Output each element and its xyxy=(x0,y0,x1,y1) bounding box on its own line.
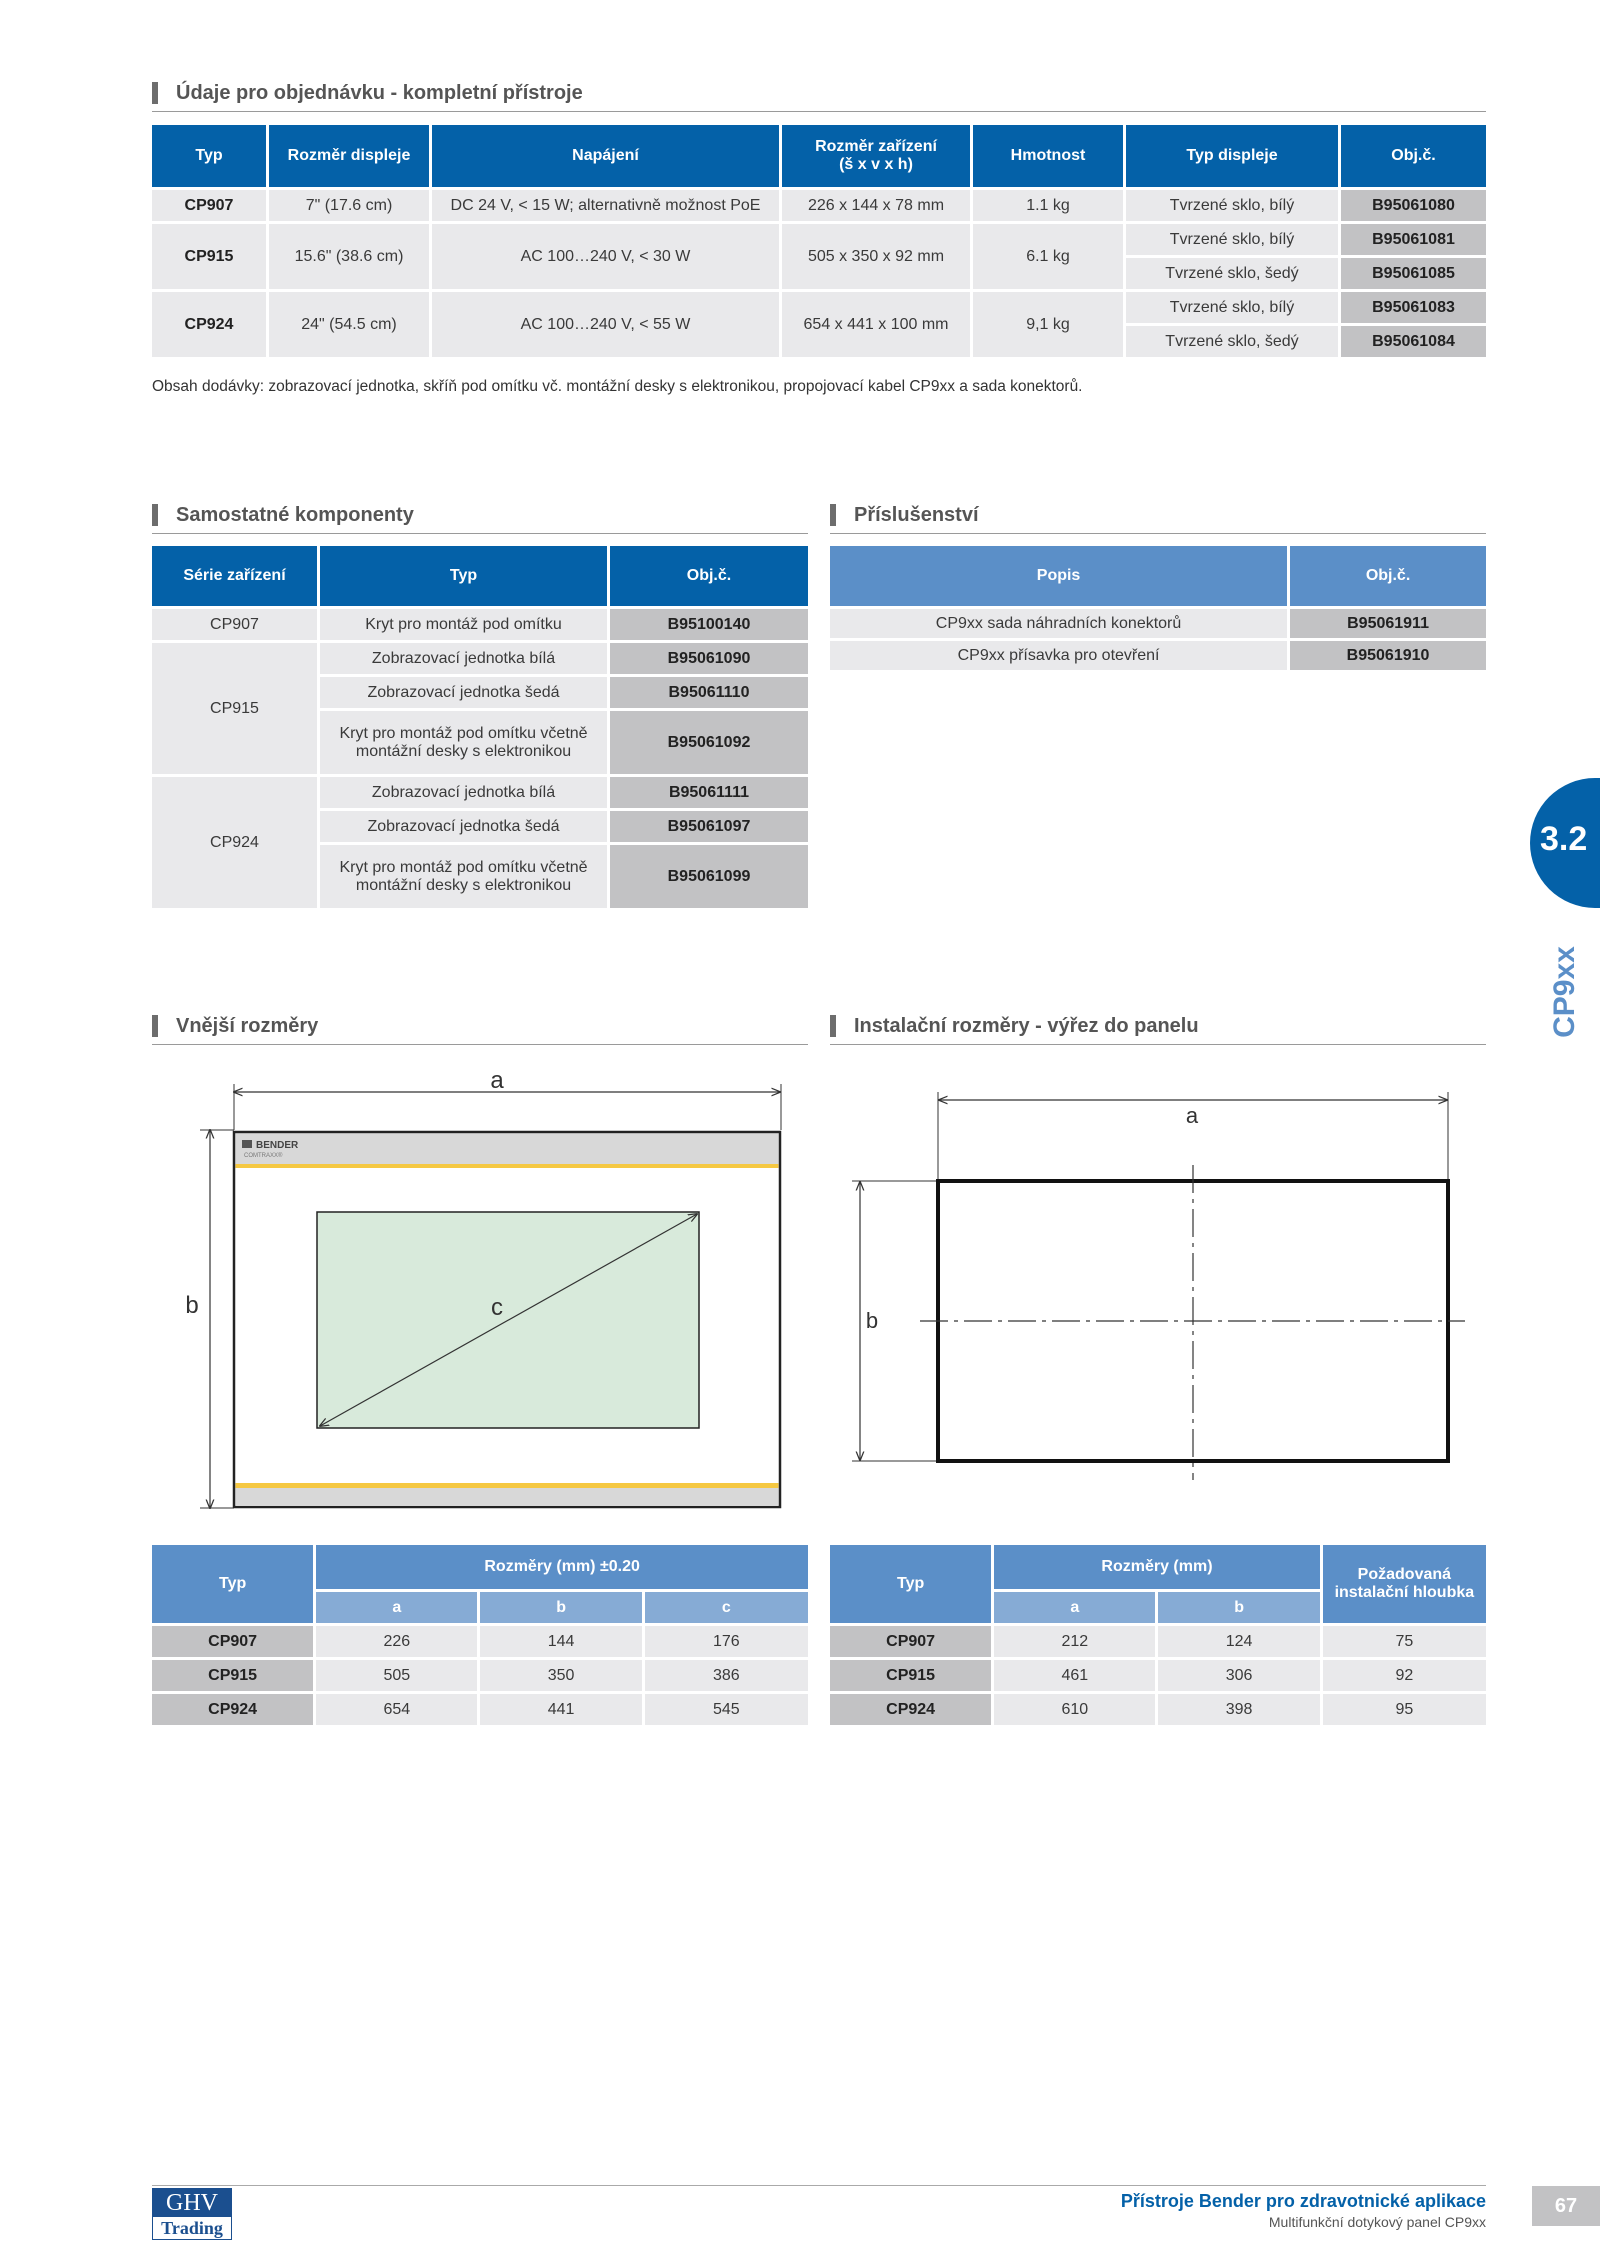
order-power: DC 24 V, < 15 W; alternativně možnost PoE xyxy=(432,190,779,221)
device-top-band xyxy=(236,1134,779,1166)
section-components-header xyxy=(152,500,808,534)
order-display: 15.6" (38.6 cm) xyxy=(269,224,429,289)
install-header-depth-line1: Požadovaná xyxy=(1357,1566,1452,1583)
install-b: 398 xyxy=(1158,1694,1319,1725)
components-type xyxy=(320,711,607,774)
install-typ: CP924 xyxy=(830,1694,991,1725)
table-row xyxy=(152,292,1486,323)
install-depth: 95 xyxy=(1323,1694,1486,1725)
dim-label-b: b xyxy=(185,1292,199,1319)
components-series: CP924 xyxy=(152,777,317,908)
order-display-type: Tvrzené sklo, šedý xyxy=(1126,326,1338,357)
components-order: B95061090 xyxy=(610,643,808,674)
components-series: CP915 xyxy=(152,643,317,774)
components-header-order: Obj.č. xyxy=(610,546,808,606)
install-typ: CP915 xyxy=(830,1660,991,1691)
table-row xyxy=(152,777,808,808)
dim-label-b: b xyxy=(865,1308,879,1333)
section-marker xyxy=(152,1015,158,1037)
section-install-header xyxy=(830,1011,1486,1045)
order-display-type: Tvrzené sklo, šedý xyxy=(1126,258,1338,289)
outer-c: 386 xyxy=(645,1660,808,1691)
order-typ: CP907 xyxy=(152,190,266,221)
order-header-order-no: Obj.č. xyxy=(1341,125,1486,187)
order-header-size xyxy=(782,125,970,187)
outer-typ: CP924 xyxy=(152,1694,313,1725)
order-power: AC 100…240 V, < 30 W xyxy=(432,224,779,289)
components-type xyxy=(320,845,607,908)
logo-bottom-text: Trading xyxy=(161,2218,223,2238)
components-order: B95061097 xyxy=(610,811,808,842)
components-type-line1: Kryt pro montáž pod omítku včetně xyxy=(339,858,588,876)
components-type-line2: montážní desky s elektronikou xyxy=(355,876,572,894)
order-number: B95061081 xyxy=(1341,224,1486,255)
outer-dimensions-table xyxy=(149,1542,811,1728)
order-display-type: Tvrzené sklo, bílý xyxy=(1126,224,1338,255)
order-weight: 6.1 kg xyxy=(973,224,1123,289)
outer-typ: CP915 xyxy=(152,1660,313,1691)
components-series: CP907 xyxy=(152,609,317,640)
install-header-typ: Typ xyxy=(830,1545,991,1623)
section-marker xyxy=(152,504,158,526)
table-row xyxy=(152,190,1486,221)
outer-typ: CP907 xyxy=(152,1626,313,1657)
section-outer-title: Vnější rozměry xyxy=(176,1015,319,1037)
components-type: Zobrazovací jednotka šedá xyxy=(320,677,607,708)
order-header-power: Napájení xyxy=(432,125,779,187)
components-type: Zobrazovací jednotka bílá xyxy=(320,777,607,808)
outer-b: 350 xyxy=(480,1660,641,1691)
order-display: 24" (54.5 cm) xyxy=(269,292,429,357)
install-typ: CP907 xyxy=(830,1626,991,1657)
table-row xyxy=(152,643,808,674)
install-depth: 92 xyxy=(1323,1660,1486,1691)
section-order-header xyxy=(152,78,1486,112)
order-header-size-line2: (š x v x h) xyxy=(839,156,913,173)
section-marker xyxy=(830,504,836,526)
footer-subtitle: Multifunkční dotykový panel CP9xx xyxy=(1268,2214,1486,2230)
section-accessories-header xyxy=(830,500,1486,534)
accessories-order: B95061910 xyxy=(1290,641,1486,670)
order-header-typ: Typ xyxy=(152,125,266,187)
table-row xyxy=(152,1694,808,1725)
chapter-label: CP9xx xyxy=(1548,946,1581,1038)
components-header-series: Série zařízení xyxy=(152,546,317,606)
install-header-dims: Rozměry (mm) xyxy=(994,1545,1319,1589)
chapter-number: 3.2 xyxy=(1540,820,1588,858)
outer-header-a: a xyxy=(316,1592,477,1623)
brand-subtitle: COMTRAXX® xyxy=(244,1153,283,1159)
order-display-type: Tvrzené sklo, bílý xyxy=(1126,292,1338,323)
footer-divider xyxy=(152,2185,1486,2186)
delivery-note: Obsah dodávky: zobrazovací jednotka, skříň pod omítku vč. montážní desky s elektronikou, propojovací kabel CP9xx a sada konektorů. xyxy=(152,378,1083,395)
order-header-display: Rozměr displeje xyxy=(269,125,429,187)
section-marker xyxy=(830,1015,836,1037)
order-typ: CP915 xyxy=(152,224,266,289)
bender-logo-icon xyxy=(242,1140,252,1148)
accessories-header-order: Obj.č. xyxy=(1290,546,1486,606)
table-row xyxy=(152,1626,808,1657)
footer-title: Přístroje Bender pro zdravotnické aplikace xyxy=(1120,2191,1486,2211)
components-type: Zobrazovací jednotka šedá xyxy=(320,811,607,842)
section-order-title: Údaje pro objednávku - kompletní přístroje xyxy=(176,82,583,104)
outer-c: 545 xyxy=(645,1694,808,1725)
order-weight: 1.1 kg xyxy=(973,190,1123,221)
install-dimensions-table xyxy=(827,1542,1489,1728)
order-header-weight: Hmotnost xyxy=(973,125,1123,187)
section-outer-header xyxy=(152,1011,808,1045)
components-header-type: Typ xyxy=(320,546,607,606)
outer-b: 441 xyxy=(480,1694,641,1725)
order-number: B95061084 xyxy=(1341,326,1486,357)
outer-a: 654 xyxy=(316,1694,477,1725)
install-b: 124 xyxy=(1158,1626,1319,1657)
outer-header-typ: Typ xyxy=(152,1545,313,1623)
logo-top-text: GHV xyxy=(153,2189,231,2217)
install-a: 212 xyxy=(994,1626,1155,1657)
order-weight: 9,1 kg xyxy=(973,292,1123,357)
components-order: B95061111 xyxy=(610,777,808,808)
components-type-line1: Kryt pro montáž pod omítku včetně xyxy=(339,724,588,742)
install-depth: 75 xyxy=(1323,1626,1486,1657)
outer-dimension-drawing xyxy=(170,1060,810,1520)
order-header-size-line1: Rozměr zařízení xyxy=(815,138,937,155)
outer-header-c: c xyxy=(645,1592,808,1623)
install-a: 610 xyxy=(994,1694,1155,1725)
order-size: 654 x 441 x 100 mm xyxy=(782,292,970,357)
components-order: B95061092 xyxy=(610,711,808,774)
components-type: Zobrazovací jednotka bílá xyxy=(320,643,607,674)
section-components-title: Samostatné komponenty xyxy=(176,504,414,526)
components-order: B95061110 xyxy=(610,677,808,708)
order-number: B95061085 xyxy=(1341,258,1486,289)
section-accessories-title: Příslušenství xyxy=(854,504,979,526)
order-power: AC 100…240 V, < 55 W xyxy=(432,292,779,357)
order-table xyxy=(149,122,1489,360)
accessories-order: B95061911 xyxy=(1290,609,1486,638)
install-a: 461 xyxy=(994,1660,1155,1691)
order-typ: CP924 xyxy=(152,292,266,357)
device-bottom-band xyxy=(236,1487,779,1506)
outer-b: 144 xyxy=(480,1626,641,1657)
components-type-line2: montážní desky s elektronikou xyxy=(355,742,572,760)
table-row xyxy=(152,1660,808,1691)
accessories-table xyxy=(827,543,1489,673)
outer-header-b: b xyxy=(480,1592,641,1623)
ghv-logo xyxy=(152,2188,232,2240)
table-row xyxy=(152,609,808,640)
table-row xyxy=(830,1660,1486,1691)
outer-a: 505 xyxy=(316,1660,477,1691)
dim-label-a: a xyxy=(1185,1103,1199,1128)
accessories-desc: CP9xx sada náhradních konektorů xyxy=(830,609,1287,638)
outer-header-dims: Rozměry (mm) ±0.20 xyxy=(316,1545,808,1589)
table-row xyxy=(152,224,1486,255)
table-row xyxy=(830,609,1486,638)
order-display: 7" (17.6 cm) xyxy=(269,190,429,221)
order-size: 505 x 350 x 92 mm xyxy=(782,224,970,289)
order-size: 226 x 144 x 78 mm xyxy=(782,190,970,221)
section-marker xyxy=(152,82,158,104)
outer-a: 226 xyxy=(316,1626,477,1657)
components-table xyxy=(149,543,811,911)
yellow-strip xyxy=(236,1164,779,1168)
install-header-b: b xyxy=(1158,1592,1319,1623)
components-type: Kryt pro montáž pod omítku xyxy=(320,609,607,640)
install-header-depth-line2: instalační hloubka xyxy=(1334,1584,1475,1601)
order-display-type: Tvrzené sklo, bílý xyxy=(1126,190,1338,221)
accessories-header-desc: Popis xyxy=(830,546,1287,606)
outer-c: 176 xyxy=(645,1626,808,1657)
components-order: B95061099 xyxy=(610,845,808,908)
table-row xyxy=(830,641,1486,670)
install-header-a: a xyxy=(994,1592,1155,1623)
page-number: 67 xyxy=(1532,2186,1600,2226)
section-install-title: Instalační rozměry - výřez do panelu xyxy=(854,1015,1199,1037)
brand-name: BENDER xyxy=(256,1140,299,1151)
install-header-depth xyxy=(1323,1545,1486,1623)
components-order: B95100140 xyxy=(610,609,808,640)
dim-label-c: c xyxy=(491,1294,503,1321)
install-dimension-drawing xyxy=(840,1080,1480,1500)
dim-label-a: a xyxy=(490,1067,504,1094)
install-b: 306 xyxy=(1158,1660,1319,1691)
table-row xyxy=(830,1626,1486,1657)
order-number: B95061083 xyxy=(1341,292,1486,323)
accessories-desc: CP9xx přísavka pro otevření xyxy=(830,641,1287,670)
order-number: B95061080 xyxy=(1341,190,1486,221)
yellow-strip xyxy=(236,1483,779,1488)
order-header-display-type: Typ displeje xyxy=(1126,125,1338,187)
table-row xyxy=(830,1694,1486,1725)
